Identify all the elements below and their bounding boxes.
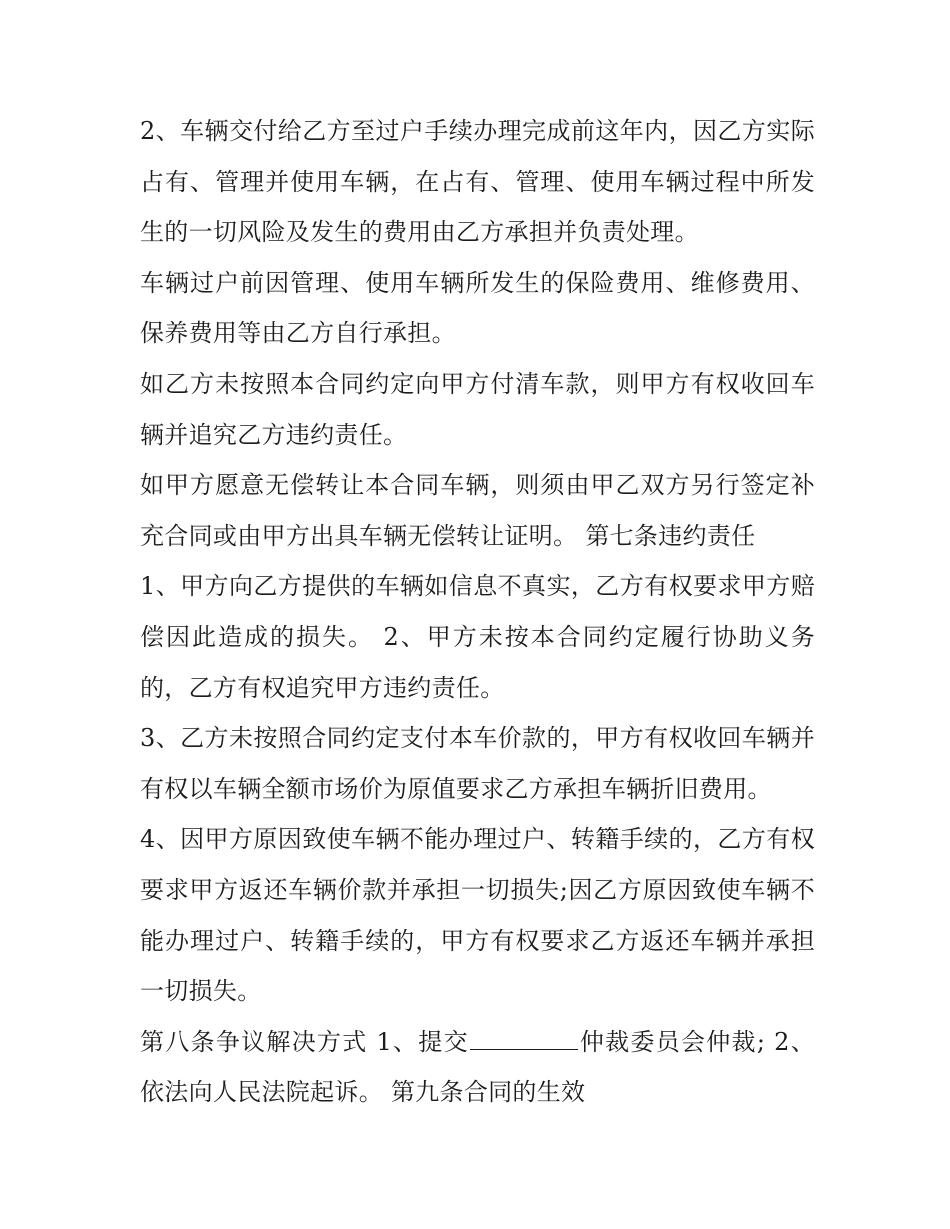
paragraph-breach-1-2: 1、甲方向乙方提供的车辆如信息不真实，乙方有权要求甲方赔偿因此造成的损失。 2、甲方未按本合同约定履行协助义务的，乙方有权追究甲方违约责任。 [140, 572, 815, 702]
paragraph-breach-3: 3、乙方未按照合同约定支付本车价款的，甲方有权收回车辆并有权以车辆全额市场价为原值要求乙方承担车辆折旧费用。 [140, 724, 815, 803]
paragraph-dispute-resolution [140, 1017, 815, 1118]
dispute-text-after-blank: 仲裁委员会仲裁; 2、依法向人民法院起诉。 第九条合同的生效 [140, 1027, 815, 1107]
arbitration-commission-blank [470, 1027, 578, 1050]
document-body [140, 106, 815, 1118]
paragraph-free-transfer: 如甲方愿意无偿转让本合同车辆，则须由甲乙双方另行签定补充合同或由甲方出具车辆无偿转让证明。 第七条违约责任 [140, 471, 815, 550]
dispute-text-before-blank: 第八条争议解决方式 1、提交 [140, 1027, 469, 1056]
paragraph-pre-transfer-costs: 车辆过户前因管理、使用车辆所发生的保险费用、维修费用、保养费用等由乙方自行承担。 [140, 268, 815, 348]
paragraph-delivery-risk: 2、车辆交付给乙方至过户手续办理完成前这年内，因乙方实际占有、管理并使用车辆，在占有、管理、使用车辆过程中所发生的一切风险及发生的费用由乙方承担并负责处理。 [140, 117, 815, 247]
paragraph-breach-4: 4、因甲方原因致使车辆不能办理过户、转籍手续的，乙方有权要求甲方返还车辆价款并承担一切损失;因乙方原因致使车辆不能办理过户、转籍手续的，甲方有权要求乙方返还车辆并承担一切损失。 [140, 825, 815, 1006]
paragraph-payment-default: 如乙方未按照本合同约定向甲方付清车款，则甲方有权收回车辆并追究乙方违约责任。 [140, 369, 815, 449]
